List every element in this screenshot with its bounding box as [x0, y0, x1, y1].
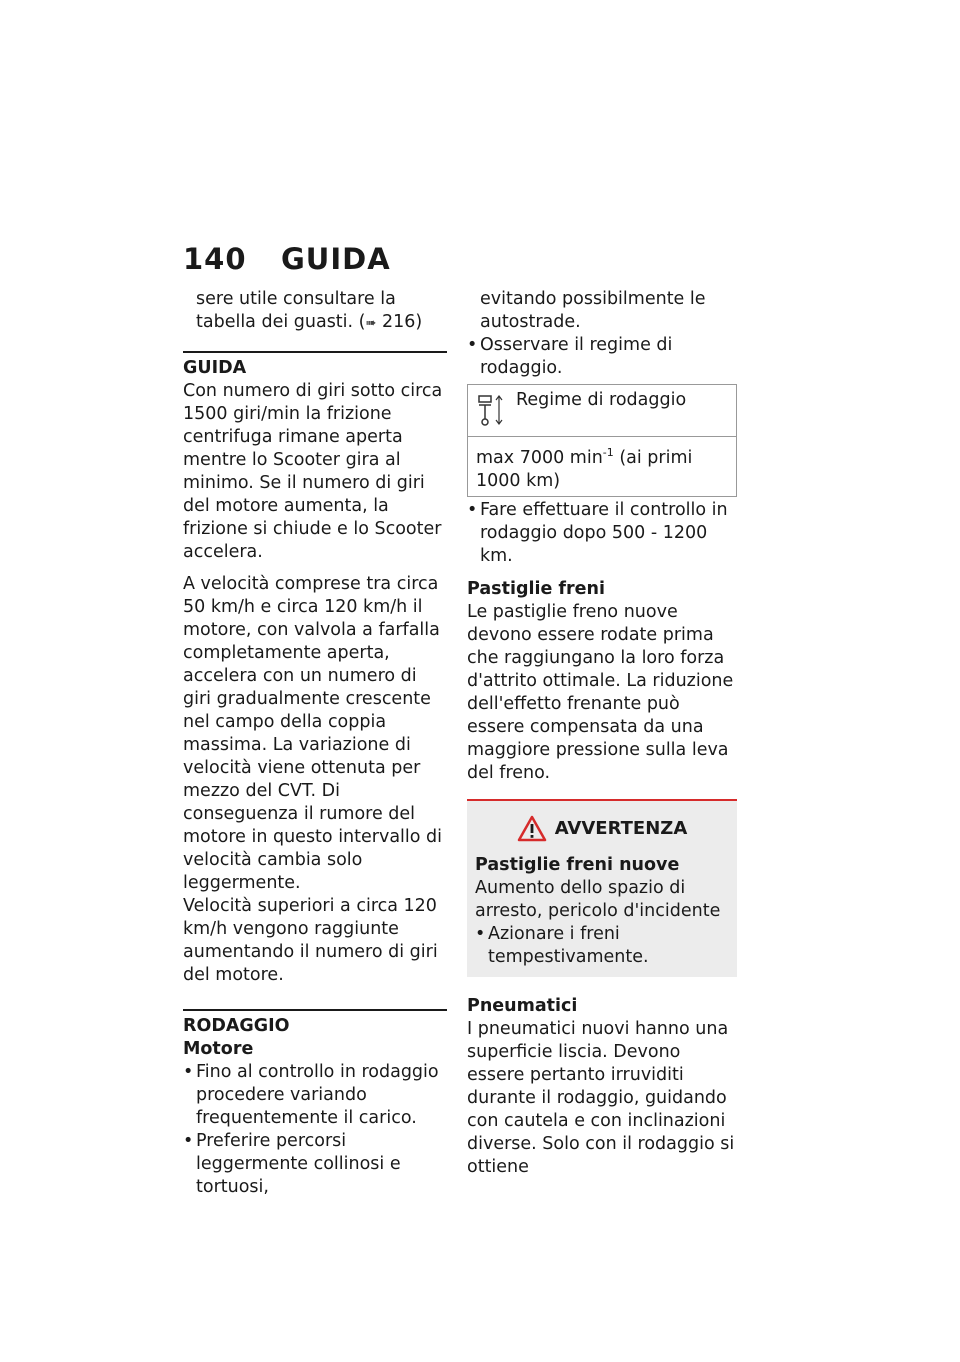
motore-bullet-list — [183, 1061, 447, 1199]
table-label: Regime di rodaggio — [516, 390, 687, 410]
guida-paragraph-3: Velocità superiori a circa 120 km/h vengono raggiunte aumentando il numero di giri del motore. — [183, 896, 438, 985]
subhead-pneumatici: Pneumatici — [467, 995, 578, 1016]
continued-paragraph: evitando possibilmente le autostrade. — [480, 289, 706, 332]
warning-subhead: Pastiglie freni nuove — [475, 854, 680, 875]
section-title-guida: GUIDA — [183, 351, 447, 380]
list-item: • Fino al controllo in rodaggio procedere variando frequentemente il carico. — [183, 1061, 447, 1130]
list-item: • Preferire percorsi leggermente collinosi e tortuosi, — [183, 1130, 447, 1199]
warning-triangle-icon — [517, 815, 547, 842]
guida-paragraph-2: A velocità comprese tra circa 50 km/h e circa 120 km/h il motore, con valvola a farfalla completamente aperta, accelera con un numero di giri gradualmente crescente nel campo della coppia massima. La variazione di velocità viene ottenuta per mezzo del CVT. Di conseguenza il rumore del motore in questo intervallo di velocità cambia solo leggermente. — [183, 574, 443, 893]
chapter-title: GUIDA — [281, 242, 391, 276]
warning-box — [467, 799, 737, 977]
table-value: max 7000 $\min^{-1} (ai$ primi 1000 km) — [476, 446, 693, 491]
page-reference-link[interactable]: 216 — [381, 312, 416, 332]
arrow-right-icon: ➠ — [365, 316, 377, 331]
left-column — [183, 288, 447, 1199]
page-number: 140 — [183, 242, 247, 276]
right-column — [467, 288, 737, 1179]
warning-heading: AVVERTENZA — [554, 817, 688, 839]
continued-paragraph: sere utile consultare la tabella dei guasti. (➠ 216) — [196, 289, 423, 332]
page-header — [183, 242, 391, 276]
brake-pads-paragraph: Le pastiglie freno nuove devono essere rodate prima che raggiungano la loro forza d'attrito ottimale. La riduzione dell'effetto frenante può essere compensata da una maggiore pressione sulla leva del freno. — [467, 601, 734, 783]
subhead-motore: Motore — [183, 1039, 254, 1059]
break-in-table — [467, 384, 737, 497]
subhead-pastiglie-freni: Pastiglie freni — [467, 578, 606, 599]
engine-piston-icon — [475, 393, 505, 427]
list-item: • Osservare il regime di rodaggio. — [467, 334, 737, 380]
warning-text: Aumento dello spazio di arresto, pericolo d'incidente — [475, 877, 721, 921]
tyres-paragraph: I pneumatici nuovi hanno una superficie liscia. Devono essere pertanto irruviditi durante il rodaggio, guidando con cautela e con inclinazioni diverse. Solo con il rodaggio si ottiene — [467, 1018, 735, 1177]
list-item: • Azionare i freni tempestivamente. — [475, 923, 729, 969]
section-title-rodaggio: RODAGGIO — [183, 1009, 447, 1038]
guida-paragraph-1: Con numero di giri sotto circa 1500 giri/min la frizione centrifuga rimane aperta mentre lo Scooter gira al minimo. Se il numero di giri del motore aumenta, la frizione si chiude e lo Scooter accelera. — [183, 381, 443, 562]
list-item: • Fare effettuare il controllo in rodaggio dopo 500 - 1200 km. — [467, 499, 737, 568]
